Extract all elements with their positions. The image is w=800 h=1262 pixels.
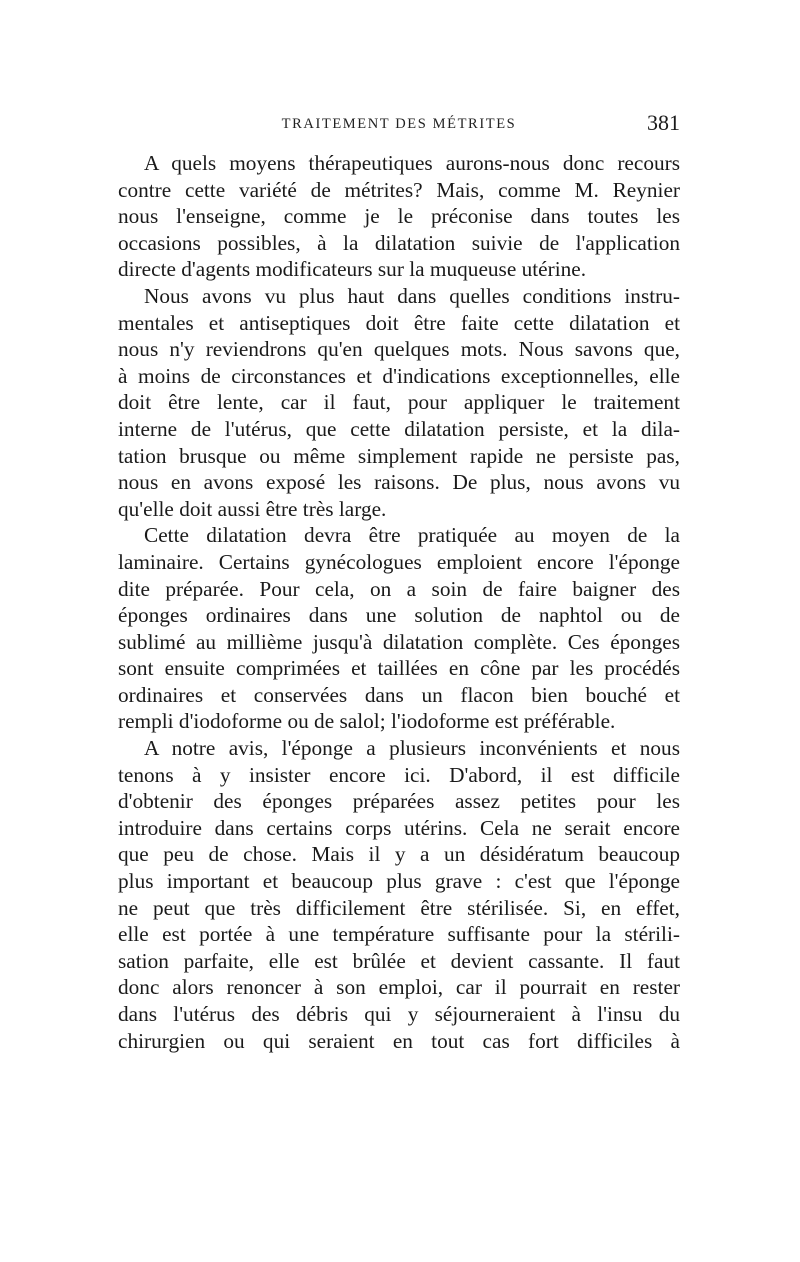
text-line: mentales et antiseptiques doit être faite cette dilatation et	[118, 310, 680, 335]
text-line: doit être lente, car il faut, pour appliquer le traitement	[118, 390, 680, 415]
text-line: ordinaires et conservées dans un flacon bien bouché et	[118, 682, 680, 707]
text-line: A quels moyens thérapeutiques aurons-nous donc recours	[144, 151, 680, 175]
text-line: A notre avis, l'éponge a plusieurs inconvénients et nous	[144, 736, 680, 761]
paragraph	[118, 735, 680, 1054]
paragraph	[118, 522, 680, 735]
text-line: sublimé au millième jusqu'à dilatation complète. Ces éponges	[118, 629, 680, 654]
text-line: directe d'agents modificateurs sur la muqueuse utérine.	[118, 257, 587, 282]
body-text	[118, 150, 680, 1054]
text-line: nous n'y reviendrons qu'en quelques mots. Nous savons que,	[118, 337, 680, 362]
text-line: nous en avons exposé les raisons. De plus, nous avons vu	[118, 470, 680, 495]
text-line: chirurgien ou qui seraient en tout cas fort difficiles à	[118, 1028, 680, 1053]
text-line: interne de l'utérus, que cette dilatation persiste, et la dila-	[118, 416, 680, 441]
text-line: Cette dilatation devra être pratiquée au moyen de la	[144, 523, 680, 548]
text-line: occasions possibles, à la dilatation suivie de l'application	[118, 230, 680, 255]
text-line: donc alors renoncer à son emploi, car il pourrait en rester	[118, 975, 680, 1000]
text-line: dite préparée. Pour cela, on a soin de faire baigner des	[118, 576, 680, 601]
text-line: sation parfaite, elle est brûlée et devient cassante. Il faut	[118, 948, 680, 973]
text-line: éponges ordinaires dans une solution de naphtol ou de	[118, 603, 680, 628]
page-number: 381	[647, 110, 680, 135]
text-line: d'obtenir des éponges préparées assez petites pour les	[118, 789, 680, 814]
text-line: qu'elle doit aussi être très large.	[118, 496, 387, 521]
text-line: rempli d'iodoforme ou de salol; l'iodoforme est préférable.	[118, 709, 616, 734]
text-line: Nous avons vu plus haut dans quelles conditions instru-	[144, 283, 680, 308]
text-line: sont ensuite comprimées et taillées en cône par les procédés	[118, 656, 680, 681]
text-line: introduire dans certains corps utérins. Cela ne serait encore	[118, 815, 680, 840]
text-line: elle est portée à une température suffisante pour la stérili-	[118, 922, 680, 947]
running-title: TRAITEMENT DES MÉTRITES	[281, 116, 517, 132]
text-line: ne peut que très difficilement être stérilisée. Si, en effet,	[118, 895, 680, 920]
paragraph	[118, 150, 680, 283]
text-line: que peu de chose. Mais il y a un désidératum beaucoup	[118, 842, 680, 867]
text-line: dans l'utérus des débris qui y séjourneraient à l'insu du	[118, 1002, 680, 1026]
running-head	[118, 112, 680, 142]
text-line: contre cette variété de métrites? Mais, comme M. Reynier	[118, 177, 680, 202]
text-line: tation brusque ou même simplement rapide ne persiste pas,	[118, 443, 680, 468]
text-line: tenons à y insister encore ici. D'abord, il est difficile	[118, 762, 680, 787]
text-line: à moins de circonstances et d'indications exceptionnelles, elle	[118, 363, 680, 388]
text-line: nous l'enseigne, comme je le préconise dans toutes les	[118, 204, 680, 229]
paragraph	[118, 283, 680, 522]
text-line: laminaire. Certains gynécologues emploient encore l'éponge	[118, 549, 680, 574]
text-line: plus important et beaucoup plus grave : c'est que l'éponge	[118, 869, 680, 894]
